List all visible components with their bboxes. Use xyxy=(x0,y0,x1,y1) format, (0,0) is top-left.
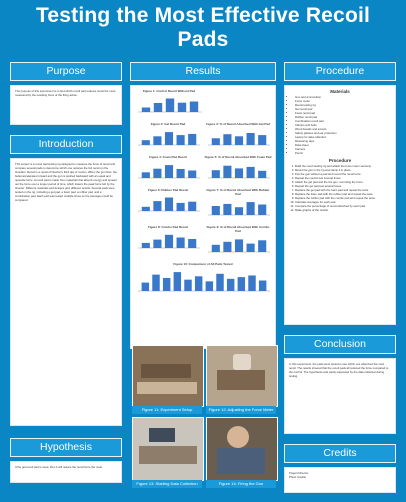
photo-adjusting-force-meter xyxy=(206,345,278,407)
chart-bar xyxy=(142,283,149,291)
right-column xyxy=(284,62,396,493)
chart-bar xyxy=(142,172,150,178)
chart-bar xyxy=(177,169,185,178)
left-column xyxy=(10,62,122,483)
chart-bar xyxy=(177,135,185,145)
chart-bar xyxy=(223,134,231,145)
results-header: Results xyxy=(130,62,276,81)
chart-bar xyxy=(223,166,231,178)
material-item: • Pencil xyxy=(295,151,391,155)
result-chart xyxy=(134,89,204,120)
caption-fig12: Figure 12: Adjusting the Force Meter xyxy=(206,406,276,414)
procedure-header: Procedure xyxy=(284,62,396,81)
result-chart xyxy=(134,262,272,299)
intro-header: Introduction xyxy=(10,135,122,154)
chart-bar xyxy=(238,277,245,291)
chart-bar xyxy=(212,206,220,215)
chart-bar xyxy=(212,245,220,252)
conclusion-text: In this experiment, the pads were tested to see which one absorbed the most recoil. The results showed that the recoil pads all reduced the force compared to the control. The hypothesis was partly supported by the data collected during testing. xyxy=(289,362,389,378)
chart-bar xyxy=(142,207,150,211)
materials-subheader: Materials xyxy=(330,89,350,94)
result-chart xyxy=(204,122,272,153)
chart-bar xyxy=(247,167,255,178)
chart-bar xyxy=(166,99,174,113)
chart-bar xyxy=(152,275,159,291)
procedure-step: 12. Make graphs of the results. xyxy=(295,208,391,212)
chart-bar xyxy=(153,201,161,211)
chart-title: Figure 9: % of Recoil Absorbed With Combo Pad xyxy=(206,225,270,233)
photo-firing-gun xyxy=(206,417,278,481)
purpose-text: The purpose of this experiment is to find which recoil pad reduces recoil the most, measured by the resulting force of the firing action. xyxy=(15,89,117,97)
material-item: • Foam recoil pad xyxy=(295,111,391,115)
chart-svg xyxy=(134,93,204,115)
chart-title: Figure 6: Rubber Pad Recoil xyxy=(147,188,189,192)
material-item: • Wood boards and screws xyxy=(295,127,391,131)
chart-bar xyxy=(153,240,161,248)
caption-fig14: Figure 14: Firing the Gun xyxy=(206,480,276,488)
chart-bar xyxy=(184,280,191,291)
chart-grid xyxy=(133,88,273,300)
chart-bar xyxy=(178,103,186,112)
chart-title: Figure 2: Gel Recoil Pad xyxy=(150,122,186,126)
chart-bar xyxy=(235,207,243,215)
procedure-step: 8. Replace the foam pad with the rubber pad and repeat the tests. xyxy=(295,192,391,196)
chart-bar xyxy=(206,281,213,291)
procedure-step: 9. Replace the rubber pad with the combo pad and repeat the tests. xyxy=(295,196,391,200)
chart-bar xyxy=(223,204,231,215)
procedure-step: 7. Replace the gel pad with the foam pad and repeat the tests. xyxy=(295,188,391,192)
chart-title: Figure 7: % of Recoil Absorbed With Rubber Pad xyxy=(206,188,270,196)
chart-svg xyxy=(134,229,202,251)
chart-bar xyxy=(227,279,234,291)
chart-svg xyxy=(134,266,272,294)
photo-experiment-setup xyxy=(132,345,204,407)
chart-bar xyxy=(188,239,196,248)
chart-bar xyxy=(258,205,266,216)
chart-title: Figure 8: Combo Pad Recoil xyxy=(147,225,188,229)
chart-svg xyxy=(134,126,202,148)
chart-bar xyxy=(258,171,266,178)
material-item: • Measuring tape xyxy=(295,139,391,143)
credit-line-2: Photo Credits xyxy=(289,475,306,479)
center-column xyxy=(130,62,276,349)
chart-bar xyxy=(142,243,150,248)
procedure-subheader: Procedure xyxy=(328,158,352,163)
chart-bar xyxy=(177,238,185,249)
chart-bar xyxy=(235,168,243,178)
hypothesis-text: If the gel recoil pad is used, then it will reduce the recoil force the most. xyxy=(15,465,103,469)
chart-bar xyxy=(223,242,231,252)
chart-bar xyxy=(212,138,220,145)
chart-bar xyxy=(163,278,170,291)
material-item: • Rubber recoil pad xyxy=(295,115,391,119)
chart-bar xyxy=(235,239,243,252)
chart-svg xyxy=(134,192,202,214)
procedure-step: 5. Attach the gel pad and fire the gun, recording the force. xyxy=(295,180,391,184)
hypothesis-header: Hypothesis xyxy=(10,438,122,457)
chart-bar xyxy=(142,108,150,113)
result-chart xyxy=(204,155,272,186)
chart-bar xyxy=(165,165,173,178)
chart-bar xyxy=(177,203,185,211)
chart-svg xyxy=(134,159,202,181)
materials-list xyxy=(295,95,391,155)
material-item: • Data sheet xyxy=(295,143,391,147)
material-item: • Safety glasses and ear protection xyxy=(295,131,391,135)
material-item: • Camera xyxy=(295,147,391,151)
chart-bar xyxy=(174,272,181,291)
procedure-step: 1. Build the recoil testing rig and attach the force meter securely. xyxy=(295,164,391,168)
chart-title: Figure 1: Control Recoil Without Pad xyxy=(142,89,196,93)
procedure-box xyxy=(284,85,396,325)
result-chart xyxy=(204,225,272,260)
result-chart xyxy=(134,188,202,219)
chart-bar xyxy=(258,240,266,252)
purpose-box xyxy=(10,85,122,125)
chart-svg xyxy=(204,233,272,255)
chart-bar xyxy=(165,235,173,248)
chart-bar xyxy=(258,135,266,145)
chart-bar xyxy=(247,133,255,145)
credit-line-1: Project Director xyxy=(289,471,309,475)
chart-svg xyxy=(204,126,272,148)
chart-bar xyxy=(212,170,220,178)
chart-bar xyxy=(235,136,243,145)
chart-svg xyxy=(204,196,272,218)
conclusion-box xyxy=(284,358,396,434)
chart-bar xyxy=(190,102,198,113)
chart-bar xyxy=(247,244,255,252)
material-item: • Clamps and bolts xyxy=(295,123,391,127)
result-chart xyxy=(134,155,202,186)
caption-fig13: Figure 13: Starting Data Collection xyxy=(132,480,202,488)
intro-box xyxy=(10,158,122,426)
chart-bar xyxy=(216,274,223,291)
material-item: • Combination recoil pad xyxy=(295,119,391,123)
chart-bar xyxy=(153,169,161,178)
conclusion-header: Conclusion xyxy=(284,335,396,354)
material-item: • Force meter xyxy=(295,99,391,103)
chart-bar xyxy=(248,275,255,291)
chart-bar xyxy=(154,103,162,112)
procedure-step: 3. Fire the gun without a pad and record the recoil force. xyxy=(295,172,391,176)
chart-bar xyxy=(188,134,196,145)
procedure-step: 2. Mount the gun in the rig and clamp it in place. xyxy=(295,168,391,172)
chart-bar xyxy=(142,140,150,145)
procedure-steps xyxy=(295,164,391,212)
chart-bar xyxy=(195,276,202,291)
caption-fig11: Figure 11: Experiment Setup xyxy=(132,406,202,414)
chart-bar xyxy=(165,132,173,145)
chart-title: Figure 5: % of Recoil Absorbed With Foam Pad xyxy=(204,155,272,159)
chart-bar xyxy=(188,202,196,211)
procedure-step: 4. Repeat the control test several times. xyxy=(295,176,391,180)
result-chart xyxy=(134,225,202,256)
photo-starting-data xyxy=(132,417,204,481)
chart-bar xyxy=(259,281,266,292)
hypothesis-box xyxy=(10,461,122,483)
result-chart xyxy=(134,122,202,153)
material-item: • Laptop for data collection xyxy=(295,135,391,139)
procedure-step: 6. Repeat the gel pad test several times. xyxy=(295,184,391,188)
material-item: • Gun and ammunition xyxy=(295,95,391,99)
chart-title: Figure 3: % of Recoil Absorbed With Gel Pad xyxy=(206,122,270,126)
poster-title: Testing the Most Effective Recoil Pads xyxy=(35,4,371,51)
procedure-step: 11. Compare the percentage of recoil absorbed by each pad. xyxy=(295,204,391,208)
chart-title: Figure 4: Foam Pad Recoil xyxy=(149,155,187,159)
result-chart xyxy=(204,188,272,223)
procedure-step: 10. Calculate averages for each pad. xyxy=(295,200,391,204)
chart-bar xyxy=(165,198,173,212)
intro-text: This project is a recoil pad testing rig designed to measure the force of recoil and compare several pads to determine which one reduces the felt recoil on the shoulder. Recoil is a result of Newton's third law of motion. When the gun fires, the bullet accelerates forward and the gun is pushed backward with an equal and opposite force. A recoil pad is made from materials that absorb energy and spread out the force over a longer period of time, which lowers the peak force felt by the shooter. Different materials and designs give different results. Several pads were tested on the rig, including a gel pad, a foam pad, a rubber pad, and a combination pad. Each pad was tested multiple times so the averages could be compared. xyxy=(15,162,117,202)
credits-header: Credits xyxy=(284,444,396,463)
results-box xyxy=(130,85,276,349)
material-item: • Recoil testing rig xyxy=(295,103,391,107)
chart-bar xyxy=(188,171,196,179)
chart-svg xyxy=(204,159,272,181)
chart-title: Figure 10: Comparison of All Pads Tested xyxy=(173,262,233,266)
chart-bar xyxy=(153,136,161,145)
credits-box xyxy=(284,467,396,493)
purpose-header: Purpose xyxy=(10,62,122,81)
chart-bar xyxy=(247,202,255,215)
material-item: • Gel recoil pad xyxy=(295,107,391,111)
